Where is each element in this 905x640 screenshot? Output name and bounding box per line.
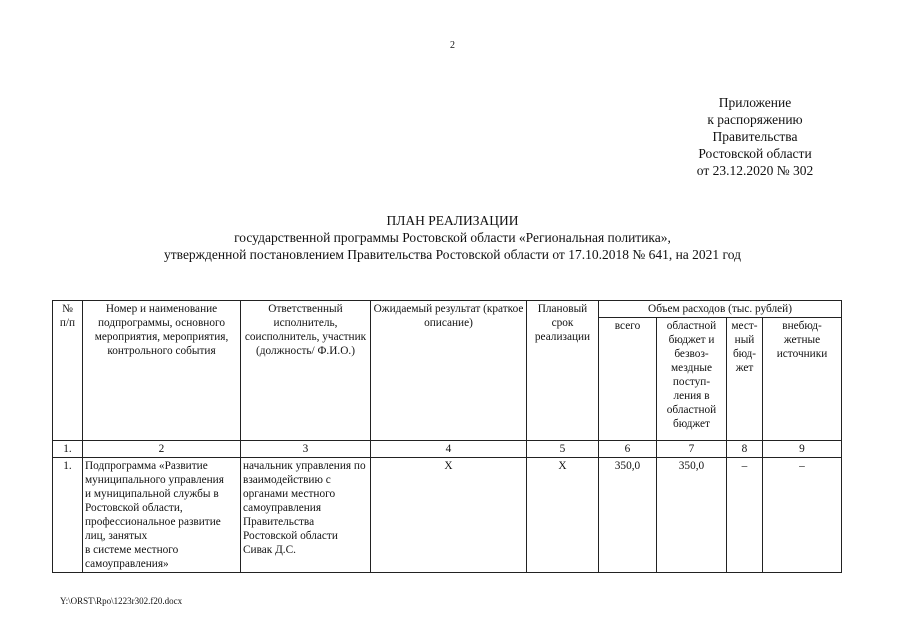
- row-name: Подпрограмма «Развитие муниципального управления и муниципальной службы в Ростовской области, профессиональное развитие лиц, занятых в системе местного самоуправления»: [83, 458, 241, 573]
- row-local: –: [727, 458, 763, 573]
- header-total: всего: [599, 318, 657, 441]
- title-line-2: государственной программы Ростовской области «Региональная политика»,: [234, 230, 671, 245]
- header-term: Плановый срок реализации: [527, 301, 599, 441]
- row-responsible: начальник управления по взаимодействию с органами местного самоуправления Правительства Ростовской области Сивак Д.С.: [241, 458, 371, 573]
- title-line-1: ПЛАН РЕАЛИЗАЦИИ: [386, 213, 519, 228]
- document-title: [0, 212, 905, 263]
- row-nonbudget: –: [763, 458, 842, 573]
- appendix-line: к распоряжению: [707, 112, 803, 127]
- index-cell: 8: [727, 441, 763, 458]
- plan-table: [52, 300, 842, 573]
- appendix-line: от 23.12.2020 № 302: [696, 163, 814, 178]
- header-expenses: Объем расходов (тыс. рублей): [599, 301, 842, 318]
- header-local: мест-ный бюд-жет: [727, 318, 763, 441]
- header-name: Номер и наименование подпрограммы, основного мероприятия, мероприятия, контрольного события: [83, 301, 241, 441]
- appendix-line: Ростовской области: [698, 146, 812, 161]
- header-result: Ожидаемый результат (краткое описание): [371, 301, 527, 441]
- row-term: Х: [527, 458, 599, 573]
- table-index-row: [53, 441, 842, 458]
- table-header-row: [53, 301, 842, 318]
- header-regional: областной бюджет и безвоз-мездные поступ-ления в областной бюджет: [657, 318, 727, 441]
- index-cell: 6: [599, 441, 657, 458]
- index-cell: 2: [83, 441, 241, 458]
- header-nonbudget: внебюд-жетные источники: [763, 318, 842, 441]
- table-row: [53, 458, 842, 573]
- title-line-3: утвержденной постановлением Правительства Ростовской области от 17.10.2018 № 641, на 2021 год: [164, 247, 741, 262]
- index-cell: 9: [763, 441, 842, 458]
- appendix-line: Приложение: [718, 95, 792, 110]
- row-total: 350,0: [599, 458, 657, 573]
- index-cell: 5: [527, 441, 599, 458]
- header-responsible: Ответственный исполнитель, соисполнитель, участник (должность/ Ф.И.О.): [241, 301, 371, 441]
- index-cell: 4: [371, 441, 527, 458]
- index-cell: 7: [657, 441, 727, 458]
- appendix-line: Правительства: [712, 129, 798, 144]
- header-num: № п/п: [53, 301, 83, 441]
- footer-file-path: Y:\ORST\Rpo\1223r302.f20.docx: [60, 596, 183, 606]
- row-result: Х: [371, 458, 527, 573]
- index-cell: 1.: [53, 441, 83, 458]
- page-number: 2: [450, 40, 455, 51]
- index-cell: 3: [241, 441, 371, 458]
- appendix-block: [640, 94, 870, 179]
- row-num: 1.: [53, 458, 83, 573]
- row-regional: 350,0: [657, 458, 727, 573]
